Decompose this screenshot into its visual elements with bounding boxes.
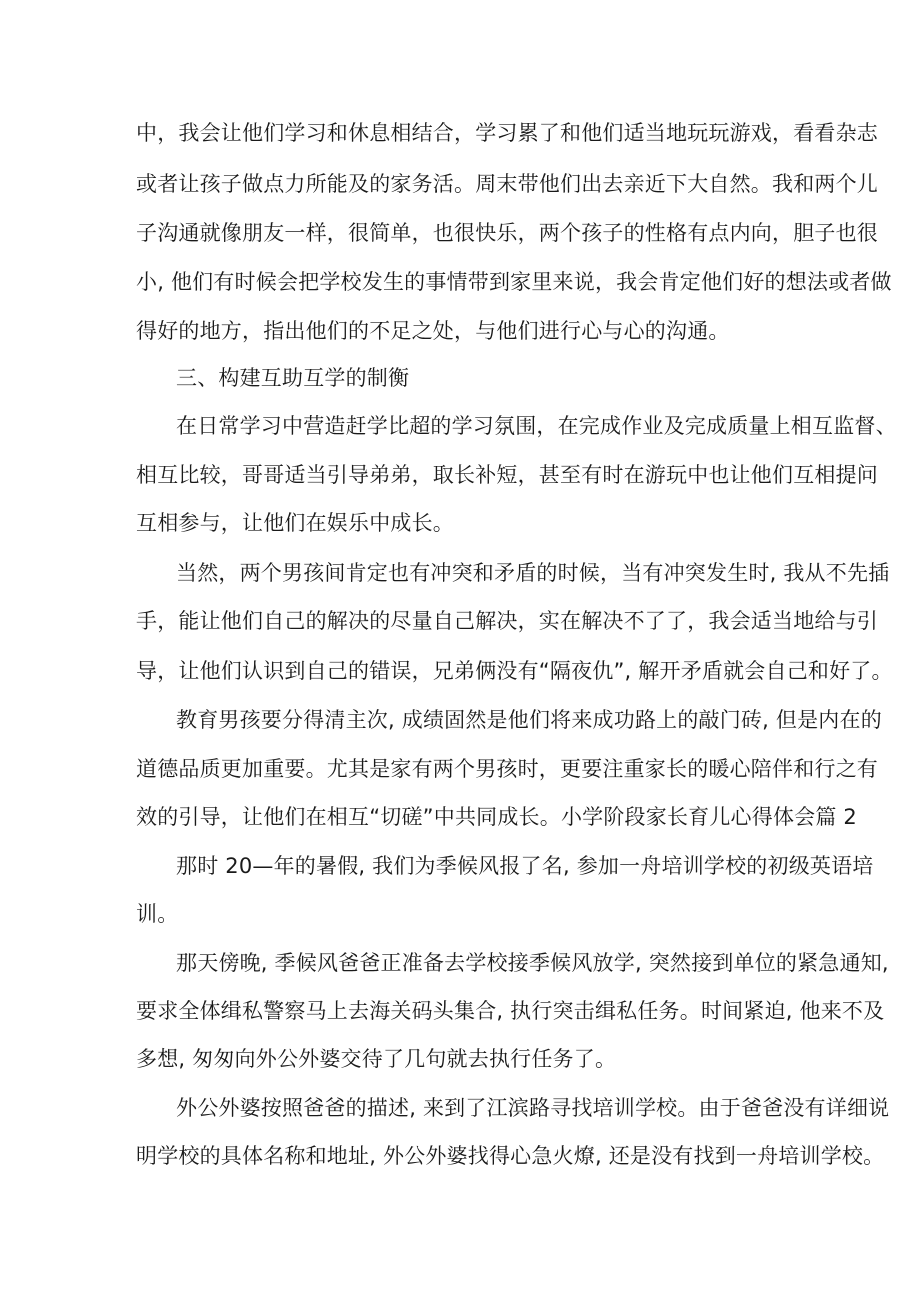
body-text-line: 手，能让他们自己的解决的尽量自己解决，实在解决不了了，我会适当地给与引 bbox=[136, 609, 878, 633]
body-text-line: 训。 bbox=[136, 902, 179, 926]
section-heading: 三、构建互助互学的制衡 bbox=[176, 366, 410, 390]
body-text-line: 外公外婆按照爸爸的描述, 来到了江滨路寻找培训学校。由于爸爸没有详细说 bbox=[176, 1096, 890, 1120]
body-text-line: 教育男孩要分得清主次, 成绩固然是他们将来成功路上的敲门砖, 但是内在的 bbox=[176, 708, 882, 732]
body-text-line: 多想, 匆匆向外公外婆交待了几句就去执行任务了。 bbox=[136, 1047, 617, 1071]
body-text-line: 得好的地方，指出他们的不足之处，与他们进行心与心的沟通。 bbox=[136, 319, 730, 343]
body-text-line: 互相参与，让他们在娱乐中成长。 bbox=[136, 511, 454, 535]
body-text-line: 相互比较，哥哥适当引导弟弟，取长补短，甚至有时在游玩中也让他们互相提问 bbox=[136, 463, 878, 487]
body-text-line: 效的引导，让他们在相互“切磋”中共同成长。小学阶段家长育儿心得体会篇 2 bbox=[136, 805, 857, 829]
body-text-line: 导，让他们认识到自己的错误，兄弟俩没有“隔夜仇”, 解开矛盾就会自己和好了。 bbox=[136, 659, 893, 683]
body-text-line: 当然，两个男孩间肯定也有冲突和矛盾的时候，当有冲突发生时, 我从不先插 bbox=[176, 561, 890, 585]
body-text-line: 那时 20—年的暑假, 我们为季候风报了名, 参加一舟培训学校的初级英语培 bbox=[176, 854, 874, 878]
body-text-line: 在日常学习中营造赶学比超的学习氛围，在完成作业及完成质量上相互监督、 bbox=[176, 414, 897, 438]
body-text-line: 那天傍晚, 季候风爸爸正准备去学校接季候风放学, 突然接到单位的紧急通知, bbox=[176, 951, 889, 975]
body-text-line: 道德品质更加重要。尤其是家有两个男孩时，更要注重家长的暖心陪伴和行之有 bbox=[136, 757, 878, 781]
body-text-line: 要求全体缉私警察马上去海关码头集合, 执行突击缉私任务。时间紧迫, 他来不及 bbox=[136, 999, 885, 1023]
body-text-line: 子沟通就像朋友一样，很简单，也很快乐，两个孩子的性格有点内向，胆子也很 bbox=[136, 221, 878, 245]
body-text-line: 小, 他们有时候会把学校发生的事情带到家里来说，我会肯定他们好的想法或者做 bbox=[136, 270, 892, 294]
body-text-line: 明学校的具体名称和地址, 外公外婆找得心急火燎, 还是没有找到一舟培训学校。 bbox=[136, 1144, 885, 1168]
body-text-line: 或者让孩子做点力所能及的家务活。周末带他们出去亲近下大自然。我和两个儿 bbox=[136, 172, 878, 196]
body-text-line: 中，我会让他们学习和休息相结合，学习累了和他们适当地玩玩游戏，看看杂志 bbox=[136, 121, 878, 145]
